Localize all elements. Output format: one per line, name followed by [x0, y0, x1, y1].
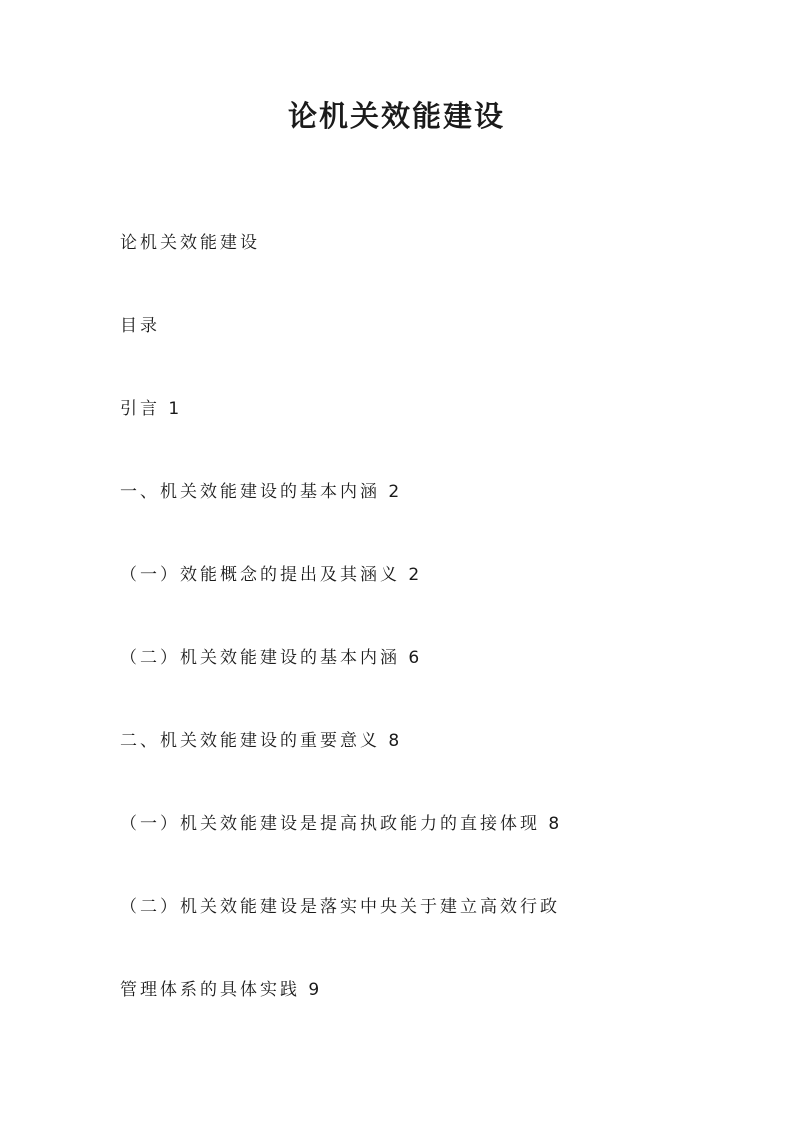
- toc-entry-section-1: 一、机关效能建设的基本内涵 2: [120, 482, 403, 502]
- toc-heading: 目录: [120, 316, 160, 336]
- subtitle-line: 论机关效能建设: [120, 233, 260, 253]
- toc-entry-section-1-1: （一）效能概念的提出及其涵义 2: [120, 565, 423, 585]
- toc-entry-section-2-2-continued: 管理体系的具体实践 9: [120, 980, 323, 1000]
- document-title: 论机关效能建设: [287, 99, 505, 133]
- toc-entry-introduction: 引言 1: [120, 399, 183, 419]
- toc-entry-section-2: 二、机关效能建设的重要意义 8: [120, 731, 403, 751]
- toc-entry-section-2-1: （一）机关效能建设是提高执政能力的直接体现 8: [120, 814, 563, 834]
- toc-entry-section-1-2: （二）机关效能建设的基本内涵 6: [120, 648, 423, 668]
- toc-entry-section-2-2: （二）机关效能建设是落实中央关于建立高效行政: [120, 897, 560, 917]
